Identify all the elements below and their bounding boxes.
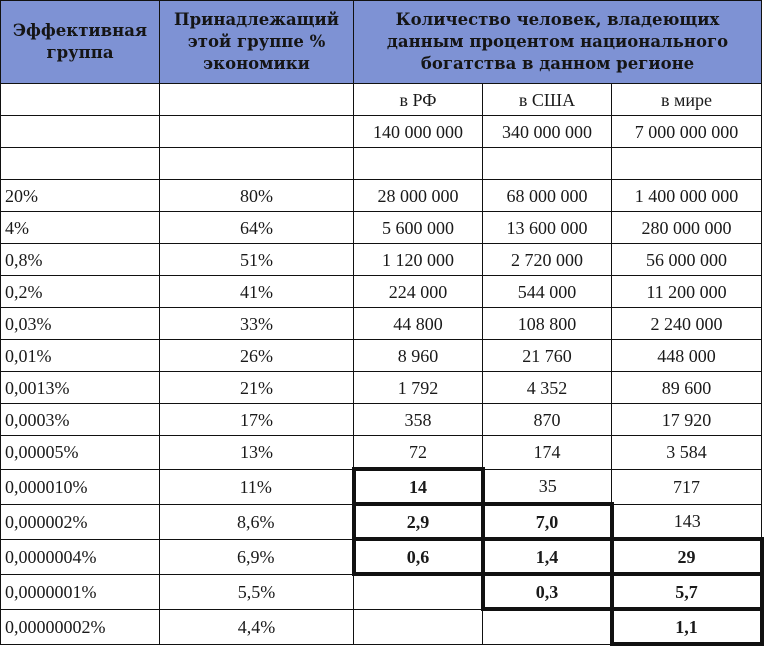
header-row [1, 1, 762, 84]
usa-cell-highlighted: 0,3 [483, 574, 612, 609]
table-row [1, 539, 762, 574]
region-rf: в РФ [354, 84, 483, 116]
rf-cell: 358 [354, 404, 483, 436]
group-cell: 0,0003% [1, 404, 160, 436]
population-usa: 340 000 000 [483, 116, 612, 148]
table-row [1, 609, 762, 644]
rf-cell-highlighted: 2,9 [354, 504, 483, 539]
world-cell: 280 000 000 [612, 212, 762, 244]
share-cell: 80% [160, 180, 354, 212]
usa-cell: 35 [483, 469, 612, 504]
world-cell: 143 [612, 504, 762, 539]
region-row [1, 84, 762, 116]
group-cell: 0,0000004% [1, 539, 160, 574]
group-cell: 0,000010% [1, 469, 160, 504]
empty-cell [160, 148, 354, 180]
world-cell: 2 240 000 [612, 308, 762, 340]
world-cell: 717 [612, 469, 762, 504]
empty-cell [160, 116, 354, 148]
world-cell: 11 200 000 [612, 276, 762, 308]
table-row [1, 340, 762, 372]
usa-cell: 68 000 000 [483, 180, 612, 212]
rf-cell: 1 792 [354, 372, 483, 404]
rf-cell: 5 600 000 [354, 212, 483, 244]
group-cell: 0,8% [1, 244, 160, 276]
world-cell: 3 584 [612, 436, 762, 470]
usa-cell: 4 352 [483, 372, 612, 404]
table-row [1, 404, 762, 436]
rf-cell: 72 [354, 436, 483, 470]
share-cell: 64% [160, 212, 354, 244]
table-row [1, 276, 762, 308]
group-cell: 0,000002% [1, 504, 160, 539]
table-row [1, 244, 762, 276]
share-cell: 4,4% [160, 609, 354, 644]
empty-cell [612, 148, 762, 180]
empty-cell [160, 84, 354, 116]
share-cell: 17% [160, 404, 354, 436]
population-row [1, 116, 762, 148]
usa-cell: 2 720 000 [483, 244, 612, 276]
region-world: в мире [612, 84, 762, 116]
population-rf: 140 000 000 [354, 116, 483, 148]
header-effective-group: Эффективная группа [1, 1, 160, 84]
rf-cell [354, 609, 483, 644]
world-cell: 89 600 [612, 372, 762, 404]
rf-cell: 44 800 [354, 308, 483, 340]
usa-cell: 21 760 [483, 340, 612, 372]
share-cell: 51% [160, 244, 354, 276]
group-cell: 0,00005% [1, 436, 160, 470]
empty-cell [354, 148, 483, 180]
share-cell: 11% [160, 469, 354, 504]
table-row [1, 469, 762, 504]
empty-cell [1, 84, 160, 116]
group-cell: 0,03% [1, 308, 160, 340]
table-row [1, 372, 762, 404]
world-cell: 1 400 000 000 [612, 180, 762, 212]
share-cell: 6,9% [160, 539, 354, 574]
usa-cell: 174 [483, 436, 612, 470]
group-cell: 0,01% [1, 340, 160, 372]
usa-cell-highlighted: 7,0 [483, 504, 612, 539]
empty-cell [483, 148, 612, 180]
group-cell: 0,0013% [1, 372, 160, 404]
empty-cell [1, 148, 160, 180]
table-row [1, 180, 762, 212]
share-cell: 26% [160, 340, 354, 372]
table-row [1, 504, 762, 539]
table-row [1, 212, 762, 244]
rf-cell: 8 960 [354, 340, 483, 372]
usa-cell: 108 800 [483, 308, 612, 340]
header-people-count: Количество человек, владеющих данным процентом национального богатства в данном регионе [354, 1, 762, 84]
share-cell: 8,6% [160, 504, 354, 539]
rf-cell-highlighted: 14 [354, 469, 483, 504]
share-cell: 33% [160, 308, 354, 340]
population-world: 7 000 000 000 [612, 116, 762, 148]
table-row [1, 574, 762, 609]
empty-cell [1, 116, 160, 148]
rf-cell [354, 574, 483, 609]
usa-cell: 13 600 000 [483, 212, 612, 244]
world-cell: 17 920 [612, 404, 762, 436]
share-cell: 21% [160, 372, 354, 404]
world-cell: 448 000 [612, 340, 762, 372]
share-cell: 5,5% [160, 574, 354, 609]
group-cell: 20% [1, 180, 160, 212]
group-cell: 0,2% [1, 276, 160, 308]
rf-cell-highlighted: 0,6 [354, 539, 483, 574]
region-usa: в США [483, 84, 612, 116]
share-cell: 13% [160, 436, 354, 470]
rf-cell: 224 000 [354, 276, 483, 308]
spacer-row [1, 148, 762, 180]
usa-cell [483, 609, 612, 644]
world-cell-highlighted: 29 [612, 539, 762, 574]
rf-cell: 28 000 000 [354, 180, 483, 212]
group-cell: 4% [1, 212, 160, 244]
header-economy-share: Принадлежащий этой группе % экономики [160, 1, 354, 84]
world-cell-highlighted: 5,7 [612, 574, 762, 609]
table-row [1, 308, 762, 340]
group-cell: 0,0000001% [1, 574, 160, 609]
world-cell: 56 000 000 [612, 244, 762, 276]
world-cell-highlighted: 1,1 [612, 609, 762, 644]
rf-cell: 1 120 000 [354, 244, 483, 276]
group-cell: 0,00000002% [1, 609, 160, 644]
share-cell: 41% [160, 276, 354, 308]
usa-cell-highlighted: 1,4 [483, 539, 612, 574]
usa-cell: 870 [483, 404, 612, 436]
usa-cell: 544 000 [483, 276, 612, 308]
table-row [1, 436, 762, 470]
